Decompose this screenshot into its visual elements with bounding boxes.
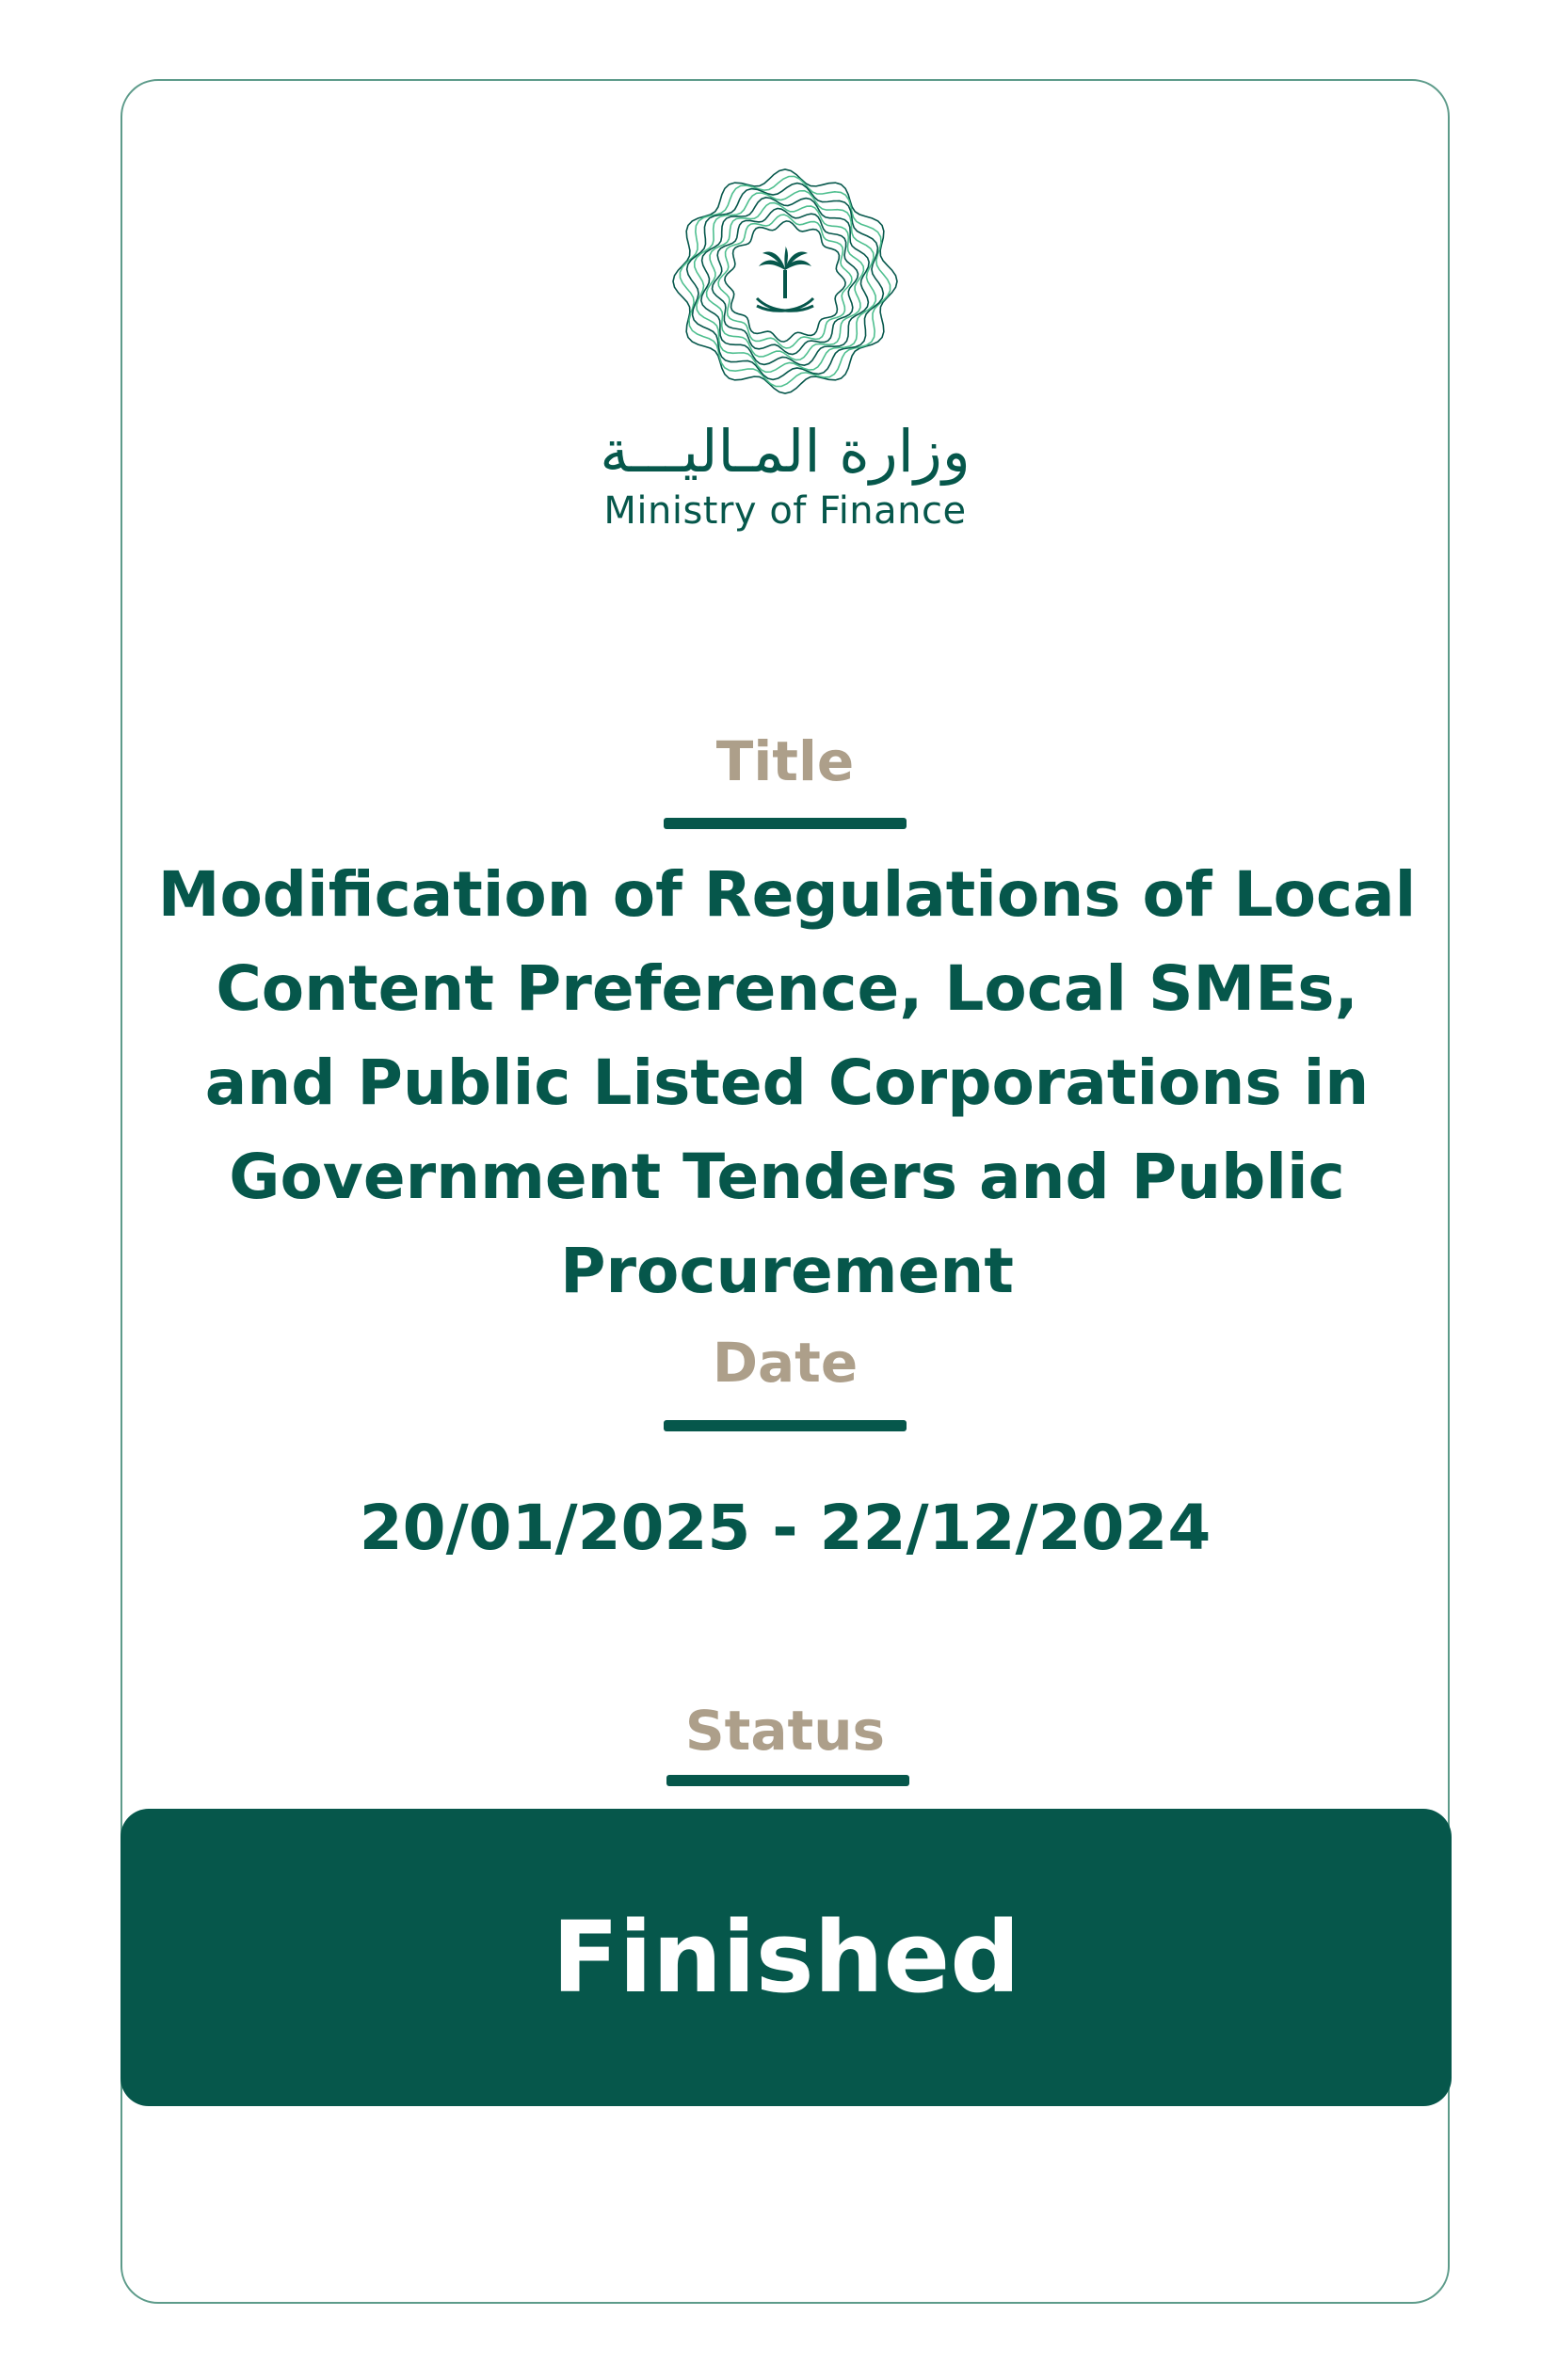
document-title: Modification of Regulations of Local Content Preference, Local SMEs, and Public Listed Corporations in Government Tenders and Public Procurement	[157, 858, 1417, 1307]
status-value: Finished	[552, 1900, 1020, 2015]
palm-swords-icon	[757, 246, 813, 311]
status-badge	[120, 1809, 1452, 2106]
date-underline	[664, 1420, 907, 1431]
title-underline	[664, 818, 907, 829]
info-card	[120, 79, 1450, 2304]
status-label: Status	[684, 1699, 886, 1763]
status-underline	[666, 1775, 909, 1786]
saudi-emblem-icon	[667, 164, 903, 399]
date-label: Date	[712, 1331, 859, 1395]
ministry-name-english: Ministry of Finance	[603, 489, 967, 534]
ministry-logo	[122, 164, 1448, 533]
date-range: 20/01/2025 - 22/12/2024	[359, 1492, 1212, 1564]
ministry-name-arabic: وزارة المـاليـــة	[600, 417, 971, 486]
title-label: Title	[715, 729, 855, 793]
